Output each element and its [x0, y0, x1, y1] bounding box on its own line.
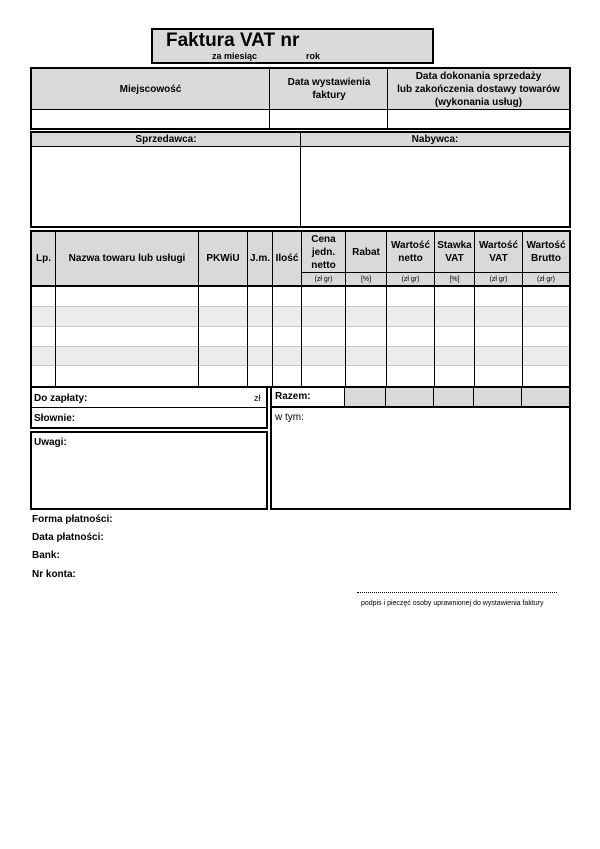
signature-caption: podpis i pieczęć osoby uprawnionej do wystawienia faktury [361, 600, 544, 607]
col-qty: Ilość [275, 253, 299, 264]
sale-date-field[interactable] [388, 110, 569, 128]
sale-date-label: Data dokonania sprzedaży lub zakończenia dostawy towarów (wykonania usług) [397, 70, 560, 108]
seller-label: Sprzedawca: [135, 134, 197, 145]
col-jm: J.m. [249, 253, 270, 264]
bank-label: Bank: [32, 550, 60, 561]
payment-summary [30, 386, 268, 429]
unit-unit-price: (zł gr) [314, 275, 333, 283]
in-words-label: Słownie: [34, 413, 76, 424]
to-pay-label: Do zapłaty: [34, 393, 88, 404]
month-label: za miesiąc [212, 51, 258, 61]
including-label: w tym: [275, 412, 304, 423]
col-pkwiu: PKWiU [206, 253, 240, 264]
totals-row [270, 386, 571, 408]
payment-date-label: Data płatności: [32, 532, 104, 543]
col-name: Nazwa towaru lub usługi [68, 253, 186, 264]
sum-label: Razem: [275, 391, 311, 402]
col-discount: Rabat [352, 246, 380, 258]
place-date-table [30, 67, 571, 130]
col-lp: Lp. [36, 253, 51, 264]
signature-line[interactable] [357, 592, 557, 593]
parties-table [30, 131, 571, 228]
table-row[interactable] [32, 307, 569, 326]
table-row[interactable] [32, 366, 569, 386]
remarks-label: Uwagi: [34, 437, 67, 448]
including-box[interactable] [270, 406, 571, 510]
table-row[interactable] [32, 347, 569, 365]
place-label: Miejscowość [119, 83, 182, 95]
table-row[interactable] [32, 287, 569, 306]
unit-discount: [%] [360, 275, 372, 283]
unit-net: (zł gr) [401, 275, 420, 283]
buyer-label: Nabywca: [411, 134, 459, 145]
account-label: Nr konta: [32, 569, 76, 580]
currency-label: zł [254, 393, 261, 403]
invoice-title: Faktura VAT nr [166, 30, 300, 51]
year-label: rok [306, 51, 321, 61]
unit-gross: (zł gr) [537, 275, 555, 283]
col-unit-price: Cena jedn. netto [311, 233, 336, 271]
seller-field[interactable] [32, 147, 300, 226]
issue-date-field[interactable] [270, 110, 387, 128]
place-field[interactable] [32, 110, 269, 128]
col-net: Wartość netto [390, 240, 431, 264]
unit-vat-rate: [%] [449, 275, 460, 283]
unit-vat-value: (zł gr) [489, 275, 508, 283]
remarks-box[interactable] [30, 431, 268, 510]
payment-form-label: Forma płatności: [32, 514, 113, 525]
col-vat-value: Wartość VAT [478, 240, 519, 264]
buyer-field[interactable] [301, 147, 569, 226]
items-table [30, 230, 571, 388]
col-vat-rate: Stawka VAT [437, 240, 472, 264]
col-gross: Wartość Brutto [526, 240, 566, 264]
table-row[interactable] [32, 327, 569, 346]
issue-date-label: Data wystawienia faktury [287, 77, 371, 101]
